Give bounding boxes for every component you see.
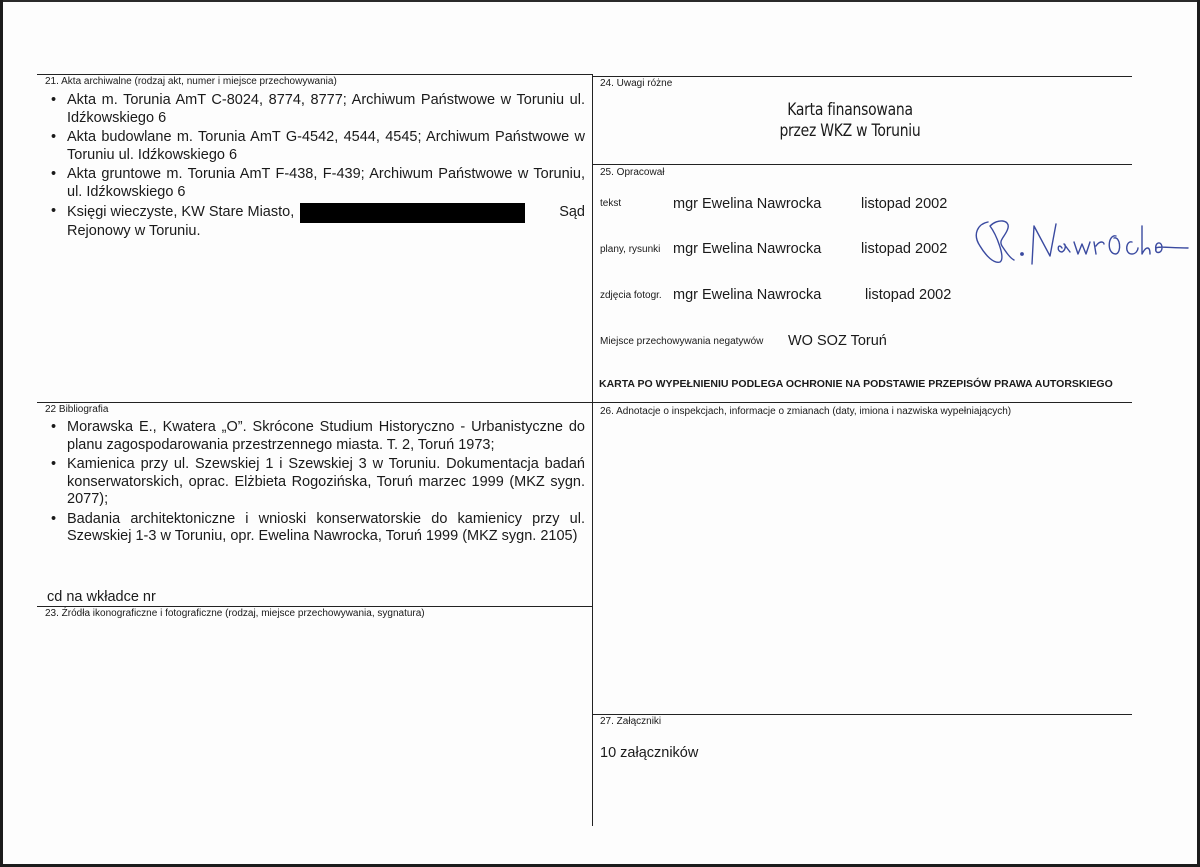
row-photos-label: zdjęcia fotogr.	[600, 290, 662, 301]
bibliography-footer: cd na wkładce nr	[47, 589, 156, 605]
list-item-text: Morawska E., Kwatera „O”. Skrócone Studium Historyczno - Urbanistyczne do planu zagospodarowania przestrzennego miasta. T. 2, Toruń 1973;	[67, 419, 585, 453]
rule-23	[37, 606, 592, 607]
bullet-icon: •	[51, 510, 57, 527]
row-text-date: listopad 2002	[861, 196, 948, 212]
list-item-text: Akta gruntowe m. Torunia AmT F-438, F-439; Archiwum Państwowe w Toruniu, ul. Idźkowskiego 6	[67, 166, 585, 200]
row-photos-date: listopad 2002	[865, 287, 952, 303]
row-plans-date: listopad 2002	[861, 241, 948, 257]
row-text-label: tekst	[600, 198, 622, 209]
rule-top-right	[592, 76, 1132, 77]
list-item-text: Kamienica przy ul. Szewskiej 1 i Szewskiej 3 w Toruniu. Dokumentacja badań konserwatorskich, oprac. Elżbieta Rogozińska, Toruń marzec 1999 (MKZ sygn. 2077);	[67, 456, 585, 507]
rule-27	[592, 714, 1132, 715]
list-item-text: Akta m. Torunia AmT C-8024, 8774, 8777; Archiwum Państwowe w Toruniu ul. Idźkowskiego 6	[67, 92, 585, 126]
financing-stamp	[727, 100, 973, 142]
rule-top-left	[37, 74, 592, 75]
section-21-content	[45, 92, 585, 243]
section-22-content	[45, 419, 585, 548]
row-plans-name: mgr Ewelina Nawrocka	[673, 241, 822, 257]
copyright-note: KARTA PO WYPEŁNIENIU PODLEGA OCHRONIE NA PODSTAWIE PRZEPISÓW PRAWA AUTORSKIEGO	[599, 378, 1113, 390]
section-22-header: 22 Bibliografia	[45, 404, 109, 415]
archive-list	[45, 92, 585, 241]
section-27-header: 27. Załączniki	[600, 716, 662, 727]
stamp-line-1: Karta finansowana	[787, 100, 913, 120]
section-26-header: 26. Adnotacje o inspekcjach, informacje o zmianach (daty, imiona i nazwiska wypełniających)	[600, 406, 1012, 417]
handwritten-signature	[970, 212, 1190, 272]
bibliography-list	[45, 419, 585, 546]
redaction-block	[300, 203, 525, 223]
list-item	[45, 419, 585, 454]
row-plans-label: plany, rysunki	[600, 244, 661, 255]
list-item-text: Badania architektoniczne i wnioski konserwatorskie do kamienicy przy ul. Szewskiej 1-3 w Toruniu, opr. Ewelina Nawrocka, Toruń 1999 (MKZ sygn. 2105)	[67, 510, 585, 544]
list-item	[45, 129, 585, 164]
rule-22	[37, 402, 1132, 403]
section-25-header: 25. Opracował	[600, 167, 665, 178]
attachments-value: 10 załączników	[600, 745, 699, 761]
list-item-text: Akta budowlane m. Torunia AmT G-4542, 4544, 4545; Archiwum Państwowe w Toruniu ul. Idźkowskiego 6	[67, 129, 585, 163]
bullet-icon: •	[51, 203, 57, 219]
bullet-icon: •	[51, 92, 57, 108]
bullet-icon: •	[51, 129, 57, 145]
list-item-text-end: Sąd	[559, 204, 585, 221]
section-21-header: 21. Akta archiwalne (rodzaj akt, numer i miejsce przechowywania)	[45, 76, 337, 87]
negatives-label: Miejsce przechowywania negatywów	[600, 336, 764, 347]
list-item	[45, 511, 585, 546]
bullet-icon: •	[51, 456, 57, 472]
scan-edge-left	[0, 0, 3, 867]
row-photos-name: mgr Ewelina Nawrocka	[673, 287, 822, 303]
bullet-icon: •	[51, 166, 57, 182]
list-item-text-line2: Rejonowy w Toruniu.	[67, 223, 201, 239]
list-item	[45, 203, 585, 241]
list-item	[45, 166, 585, 201]
negatives-value: WO SOZ Toruń	[788, 333, 887, 349]
list-item-text: Księgi wieczyste, KW Stare Miasto,	[67, 204, 295, 221]
list-item	[45, 92, 585, 127]
row-text-name: mgr Ewelina Nawrocka	[673, 196, 822, 212]
stamp-line-2: przez WKZ w Toruniu	[779, 121, 921, 141]
section-24-header: 24. Uwagi różne	[600, 78, 673, 89]
rule-25	[592, 164, 1132, 165]
bullet-icon: •	[51, 419, 57, 435]
scan-edge-top	[0, 0, 1200, 2]
section-23-header: 23. Źródła ikonograficzne i fotograficzne (rodzaj, miejsce przechowywania, sygnatura)	[45, 608, 425, 619]
list-item	[45, 456, 585, 509]
